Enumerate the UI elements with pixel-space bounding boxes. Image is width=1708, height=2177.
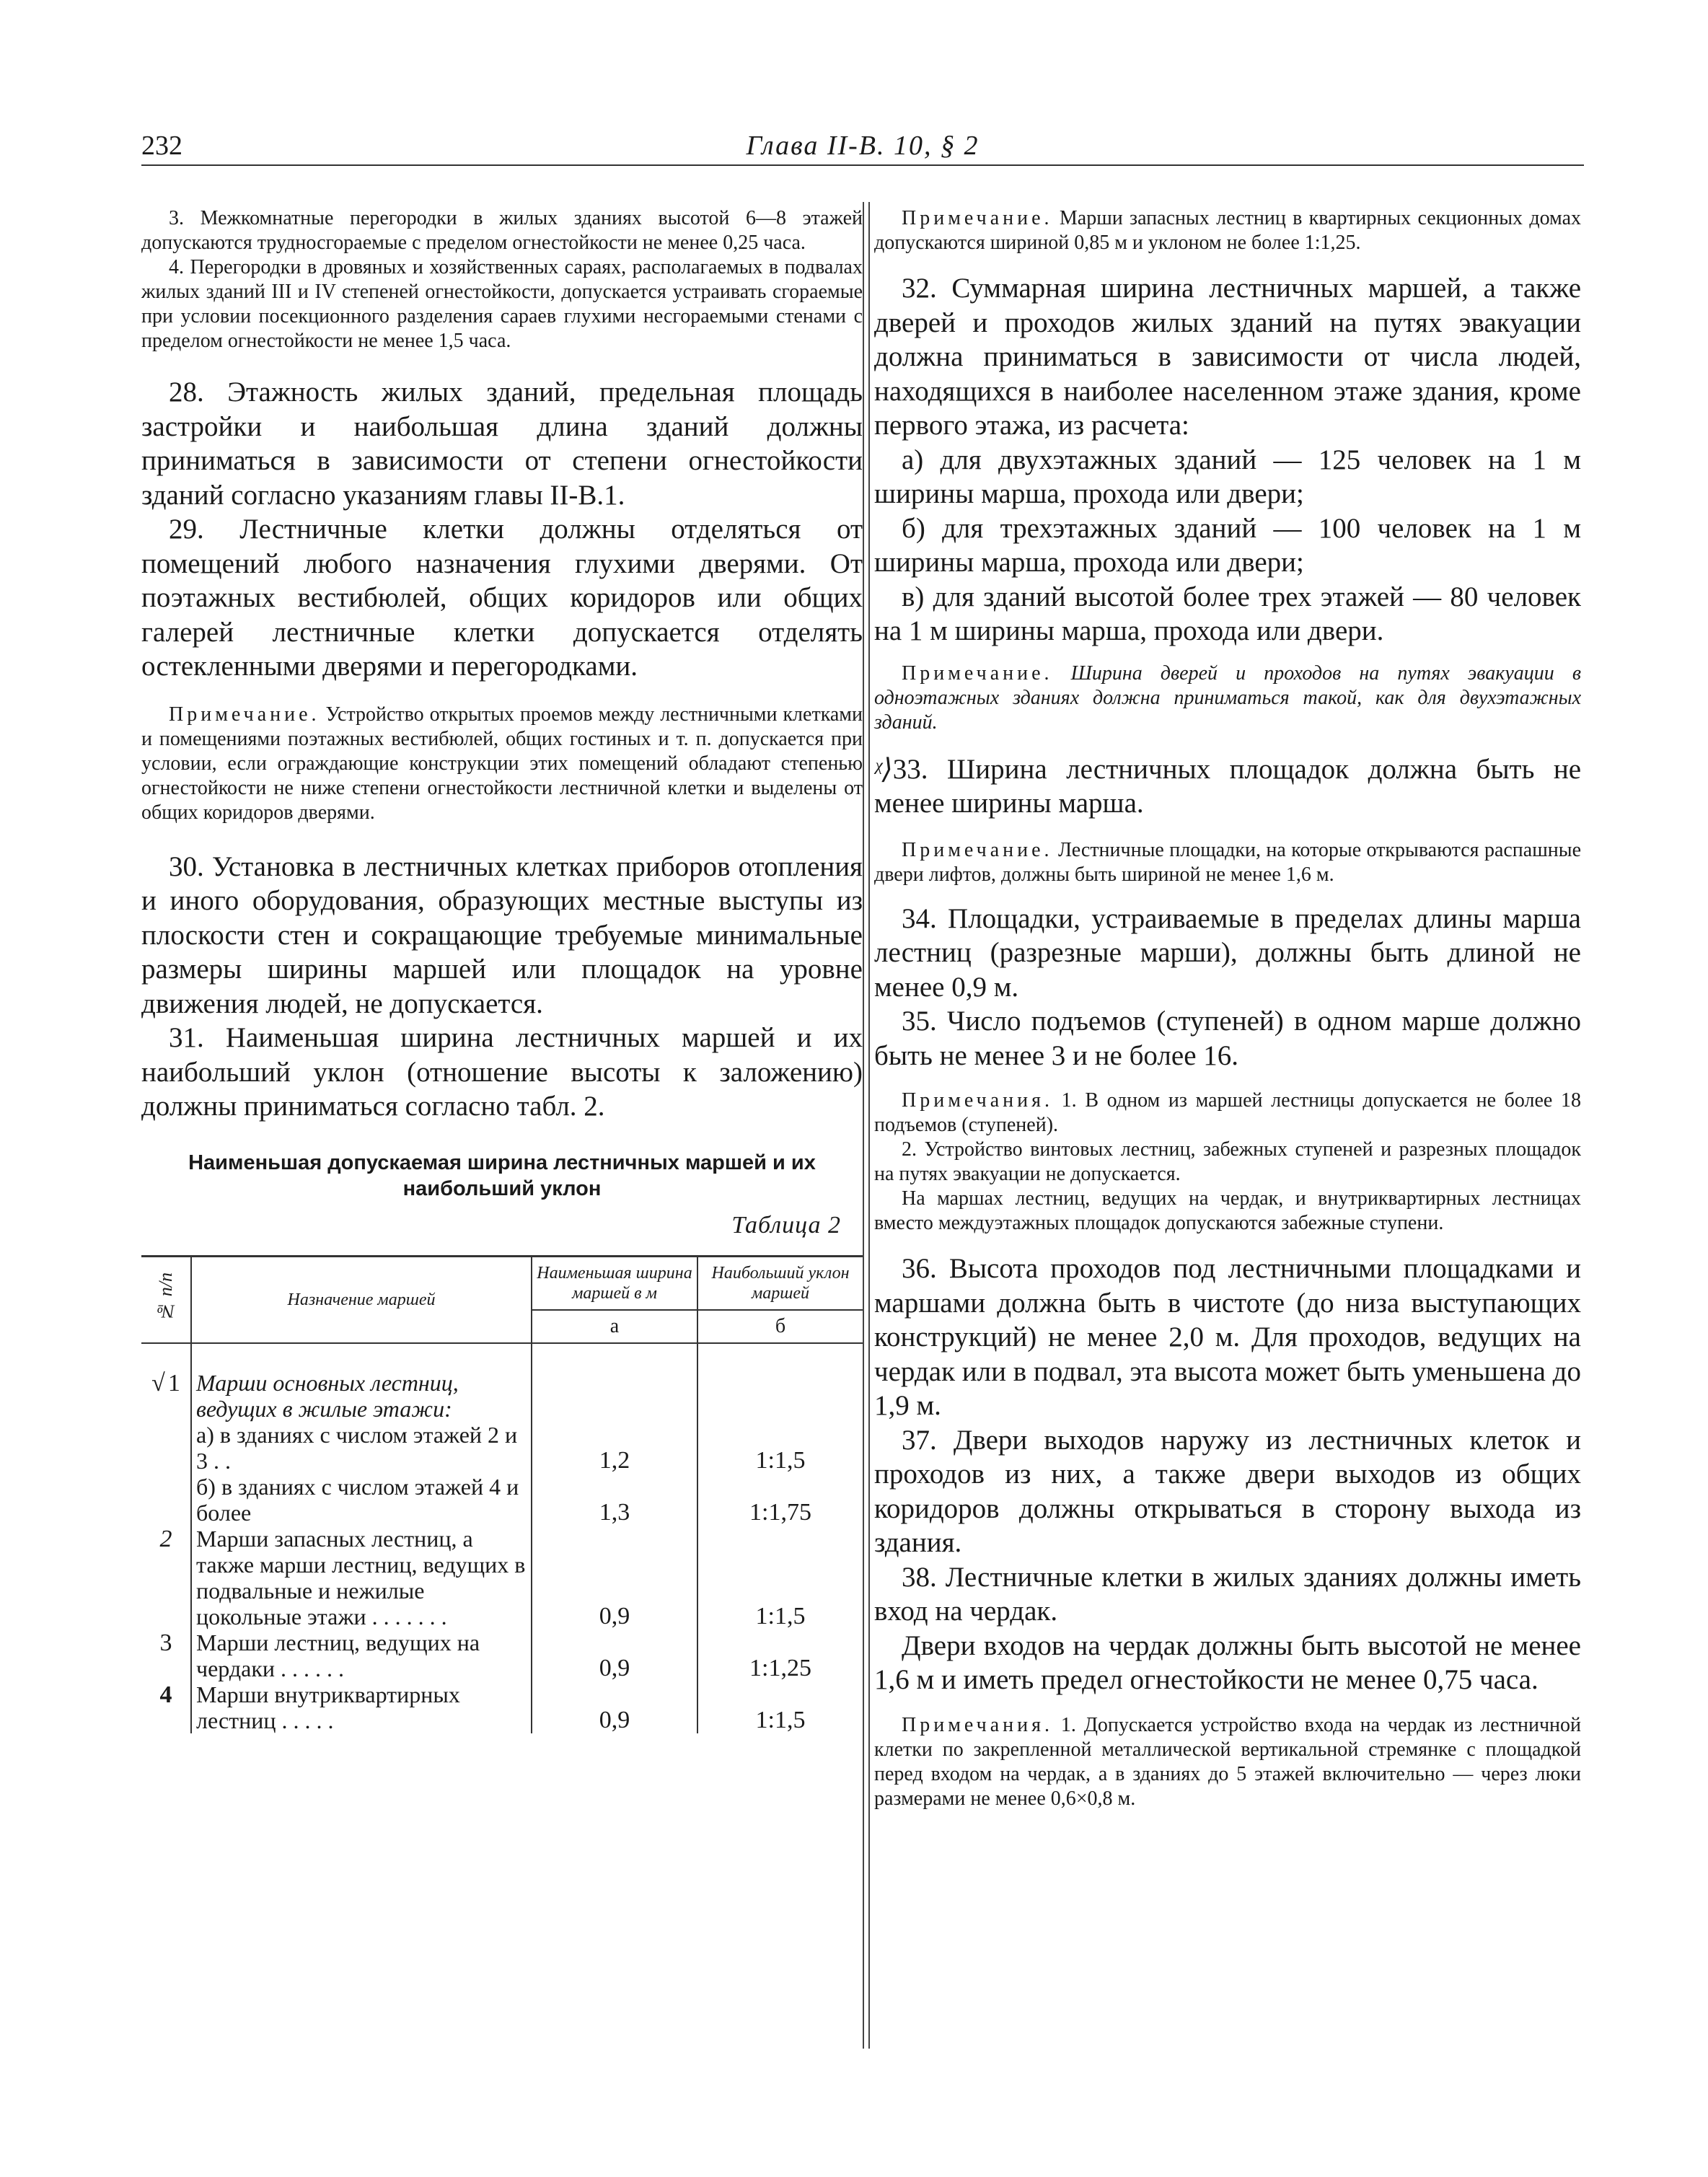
stair-table <box>141 1255 863 1733</box>
notes-35-3: На маршах лестниц, ведущих на чердак, и внутриквартирных лестницах вместо междуэтажных площадок допускаются забежные ступени. <box>874 1187 1581 1234</box>
para-33: ᵡ⟩33. Ширина лестничных площадок должна быть не менее ширины марша. <box>874 753 1581 819</box>
notes-38-1: 1. Допускается устройство входа на чердак из лестничной клетки по закрепленной металлической вертикальной стремянке с площадкой перед входом на чердак, а в зданиях до 5 этажей включительно — через люки размерами не менее 0,6×0,8 м. <box>874 1713 1582 1810</box>
notes-35-2: 2. Устройство винтовых лестниц, забежных ступеней и разрезных площадок на путях эвакуации не допускается. <box>874 1138 1581 1185</box>
note-32 <box>874 661 1581 735</box>
note-33 <box>874 838 1581 887</box>
note-top-text: Марши запасных лестниц в квартирных секционных домах допускаются шириной 0,85 м и уклоном не более 1:1,25. <box>874 207 1582 254</box>
row-4-text: Марши внутриквартирных лестниц . . . . . <box>191 1681 532 1733</box>
para-32b: б) для трехэтажных зданий — 100 человек на 1 м ширины марша, прохода или двери; <box>874 512 1581 578</box>
para-38: 38. Лестничные клетки в жилых зданиях должны иметь вход на чердак. <box>874 1561 1581 1627</box>
note-33-label: Примечание. <box>902 838 1053 861</box>
running-title: Глава II-В. 10, § 2 <box>746 131 980 161</box>
col-header-slope: Наибольший уклон маршей <box>697 1256 863 1310</box>
row-3-num: 3 <box>141 1630 191 1681</box>
para-35: 35. Число подъемов (ступеней) в одном марше должно быть не менее 3 и не более 16. <box>874 1006 1581 1071</box>
row-1b-text: б) в зданиях с числом этажей 4 и более <box>191 1474 532 1526</box>
right-column <box>874 206 1581 1811</box>
para-note-4: 4. Перегородки в дровяных и хозяйственных сараях, располагаемых в подвалах жилых зданий III и IV степеней огнестойкости, допускается устраивать сгораемые при условии посекционного разделения сараев глухими несгораемыми стенами с пределом огнестойкости не менее 1,5 часа. <box>141 256 863 352</box>
row-3-text: Марши лестниц, ведущих на чердаки . . . . . . <box>191 1630 532 1681</box>
row-2-slope: 1:1,5 <box>755 1602 806 1630</box>
para-37: 37. Двери выходов наружу из лестничных клеток и проходов из них, а также двери выходов из общих коридоров должны открываться в сторону выхода из здания. <box>874 1424 1581 1558</box>
table-row <box>141 1526 863 1630</box>
table-title: Наименьшая допускаемая ширина лестничных маршей и их наибольший уклон <box>188 1151 816 1200</box>
table-row: √ 1 Марши основных лестниц, ведущих в жилые этажи: <box>141 1370 863 1422</box>
table-row <box>141 1422 863 1474</box>
para-32: 32. Суммарная ширина лестничных маршей, а также дверей и проходов жилых зданий на путях эвакуации должна приниматься в зависимости от числа людей, находящихся в наиболее населенном этаже здания, кроме первого этажа, из расчета: <box>874 273 1581 441</box>
notes-35-1: 1. В одном из маршей лестницы допускается не более 18 подъемов (ступеней). <box>874 1089 1582 1136</box>
row-1a-slope: 1:1,5 <box>755 1446 806 1474</box>
row-2-text: Марши запасных лестниц, а также марши лестниц, ведущих в подвальные и нежилые цокольные этажи . . . . . . . <box>191 1526 532 1630</box>
para-32a: а) для двухэтажных зданий — 125 человек на 1 м ширины марша, прохода или двери; <box>874 444 1581 509</box>
col-letter-a: а <box>532 1310 697 1343</box>
table-row <box>141 1630 863 1681</box>
notes-35-label: Примечания. <box>902 1089 1054 1112</box>
para-36: 36. Высота проходов под лестничными площадками и маршами должна быть в чистоте (до низа выступающих конструкций) не менее 2,0 м. Для проходов, ведущих на чердак или в подвал, эта высота может быть уменьшена до 1,9 м. <box>874 1253 1581 1421</box>
note-32-text: Ширина дверей и проходов на путях эвакуации в одноэтажных зданиях должна приниматься такой, как для двухэтажных зданий. <box>874 661 1581 734</box>
row-1a-width: 1,2 <box>532 1422 697 1474</box>
left-column <box>141 206 863 1733</box>
row-3-width: 0,9 <box>532 1630 697 1681</box>
note-top <box>874 206 1581 255</box>
col-header-width: Наименьшая ширина маршей в м <box>532 1256 697 1310</box>
row-2-width: 0,9 <box>532 1526 697 1630</box>
row-4-num: 4 <box>141 1681 191 1733</box>
col-letter-b: б <box>697 1310 863 1343</box>
para-28: 28. Этажность жилых зданий, предельная площадь застройки и наибольшая длина зданий должны приниматься в зависимости от степени огнестойкости зданий согласно указаниям главы II-В.1. <box>141 377 863 511</box>
note-32-label: Примечание. <box>902 661 1053 685</box>
check-mark: √ <box>151 1369 165 1397</box>
col-header-num: № п/п <box>141 1256 191 1343</box>
note-29 <box>141 703 863 825</box>
page-number: 232 <box>141 131 182 161</box>
table-label: Таблица 2 <box>731 1211 841 1239</box>
column-divider <box>863 202 870 2049</box>
para-29: 29. Лестничные клетки должны отделяться от помещений любого назначения глухими дверями. От поэтажных вестибюлей, общих коридоров или общих галерей лестничные клетки допускается отделять остекленными дверями и перегородками. <box>141 514 863 682</box>
notes-38-label: Примечания. <box>902 1713 1054 1736</box>
note-top-label: Примечание. <box>902 207 1053 229</box>
row-1-title: Марши основных лестниц, ведущих в жилые этажи: <box>191 1370 532 1422</box>
note-33-text: Лестничные площадки, на которые открываются распашные двери лифтов, должны быть шириной не менее 1,6 м. <box>874 838 1581 886</box>
row-4-slope: 1:1,5 <box>755 1706 806 1733</box>
note-29-text: Устройство открытых проемов между лестничными клетками и помещениями поэтажных вестибюлей, общих гостиных и т. п. допускается при условии, если ограждающие конструкции этих помещений обладают степенью огнестойкости не ниже степени огнестойкости лестничной клетки и выделены от общих коридоров дверями. <box>141 703 863 824</box>
table-row <box>141 1681 863 1733</box>
row-1b-width: 1,3 <box>532 1474 697 1526</box>
para-note-3: 3. Межкомнатные перегородки в жилых зданиях высотой 6—8 этажей допускаются трудносгораемые с пределом огнестойкости не менее 0,25 часа. <box>141 207 863 254</box>
row-1a-text: а) в зданиях с числом этажей 2 и 3 . . <box>191 1422 532 1474</box>
row-4-width: 0,9 <box>532 1681 697 1733</box>
para-38b: Двери входов на чердак должны быть высотой не менее 1,6 м и иметь предел огнестойкости не менее 0,75 часа. <box>874 1630 1581 1695</box>
row-1b-slope: 1:1,75 <box>749 1498 811 1526</box>
para-31: 31. Наименьшая ширина лестничных маршей и их наибольший уклон (отношение высоты к заложению) должны приниматься согласно табл. 2. <box>141 1022 863 1122</box>
col-header-purpose: Назначение маршей <box>191 1256 532 1343</box>
page-header <box>141 130 1584 167</box>
margin-mark: ᵡ⟩ <box>874 753 893 785</box>
notes-38 <box>874 1713 1581 1811</box>
para-32c: в) для зданий высотой более трех этажей — 80 человек на 1 м ширины марша, прохода или двери. <box>874 581 1581 646</box>
table-row <box>141 1474 863 1526</box>
para-30: 30. Установка в лестничных клетках приборов отопления и иного оборудования, образующих местные выступы из плоскости стен и сокращающие требуемые минимальные размеры ширины маршей или площадок на уровне движения людей, не допускается. <box>141 850 863 1019</box>
notes-35 <box>874 1088 1581 1138</box>
row-3-slope: 1:1,25 <box>749 1654 811 1681</box>
para-34: 34. Площадки, устраиваемые в пределах длины марша лестниц (разрезные марши), должны быть длиной не менее 0,9 м. <box>874 902 1581 1003</box>
header-rule <box>141 164 1584 166</box>
note-29-label: Примечание. <box>169 703 320 726</box>
row-2-num: 2 <box>141 1526 191 1630</box>
